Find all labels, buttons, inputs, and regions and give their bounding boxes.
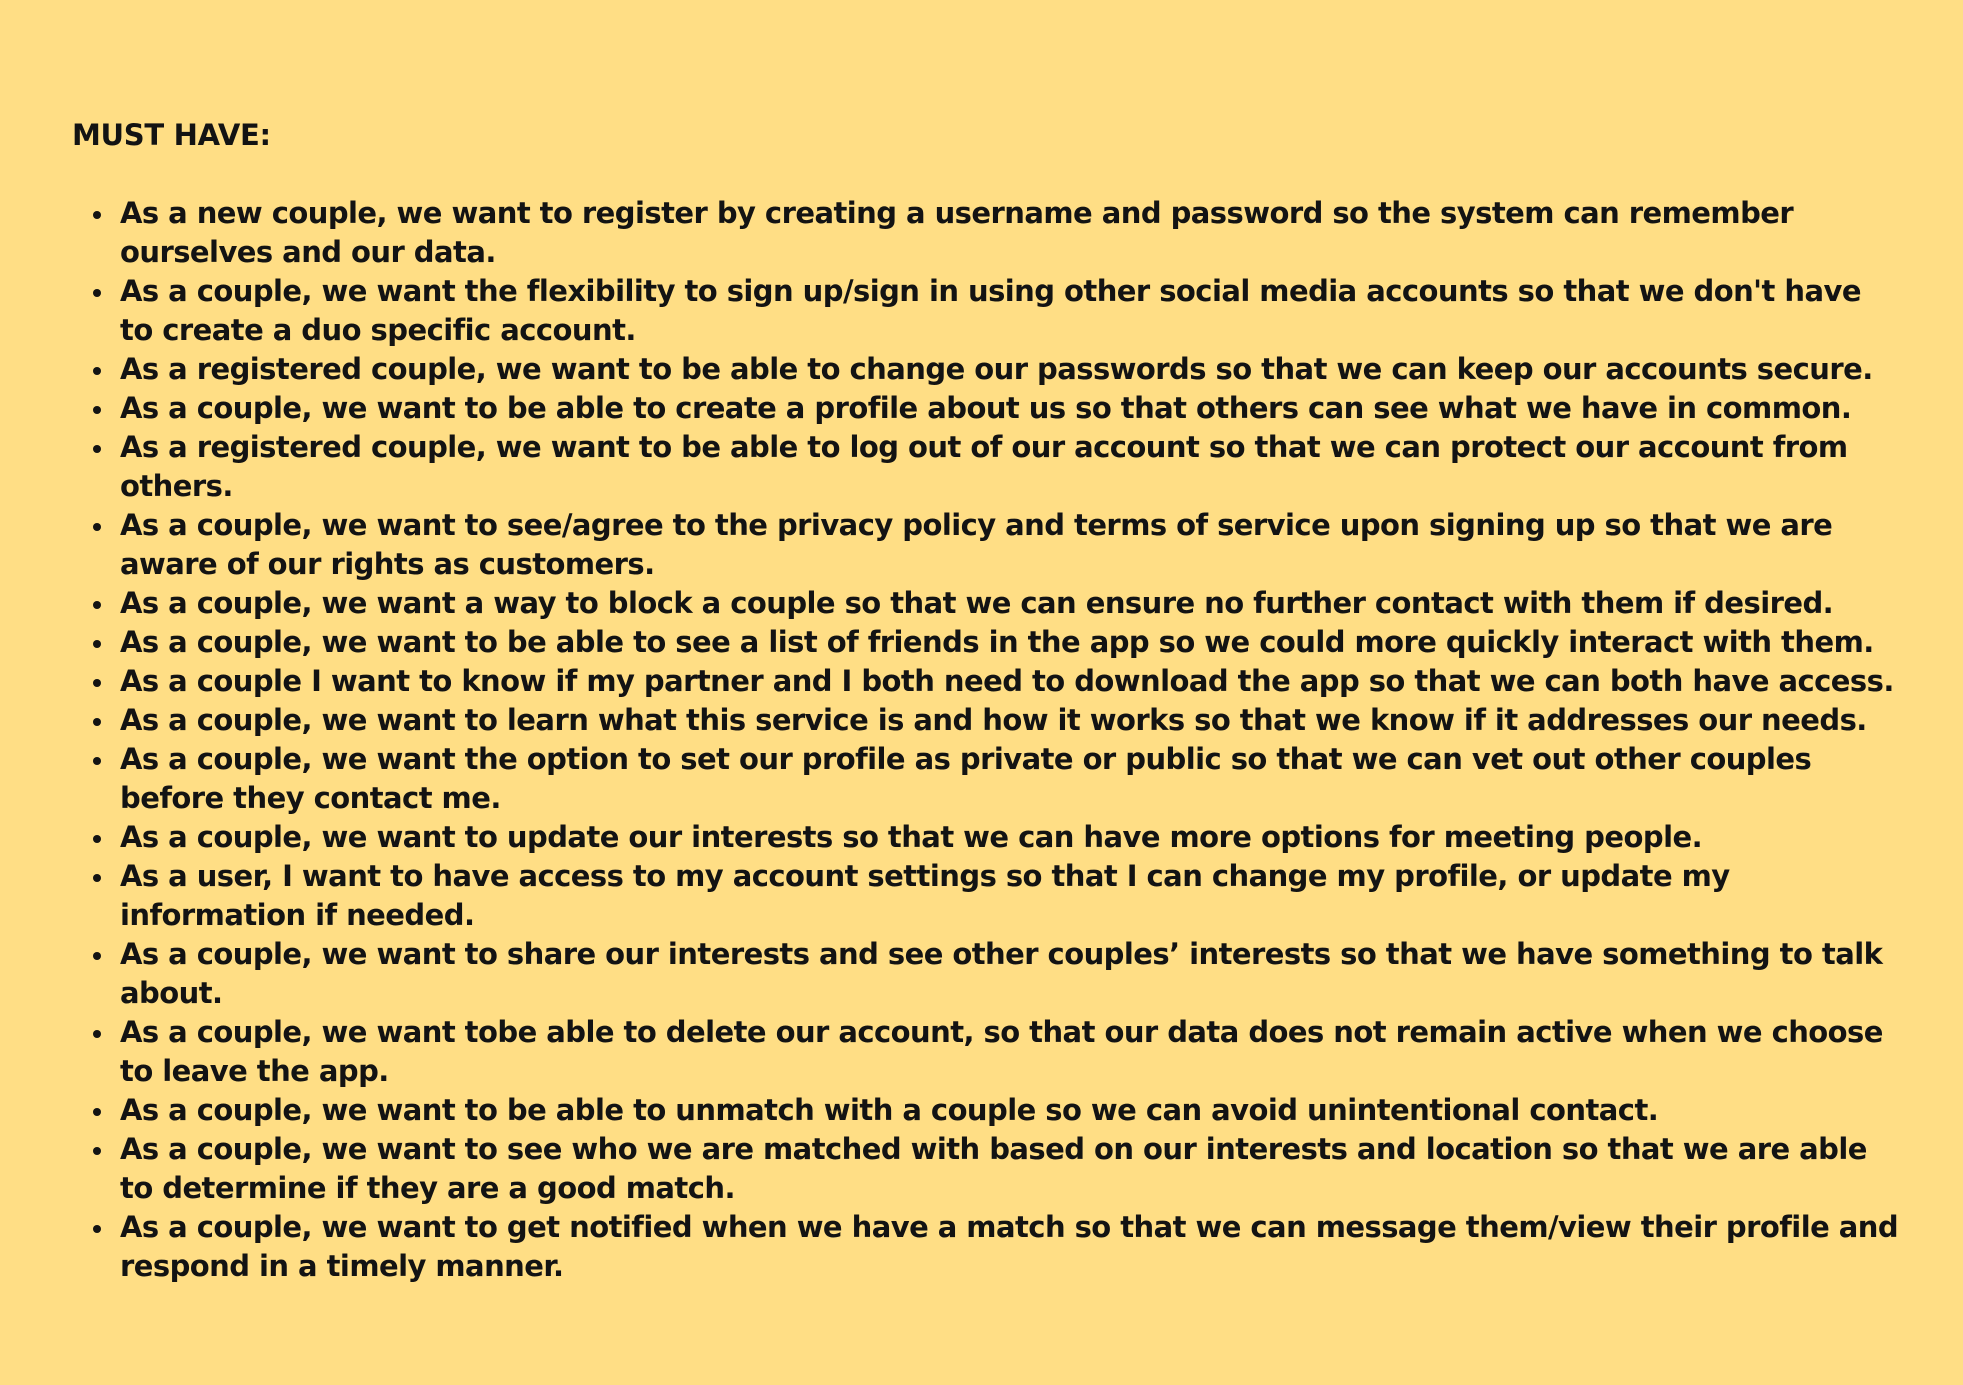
user-story-item xyxy=(120,857,1903,935)
user-story-text: As a couple I want to know if my partner and I both need to download the app so that we can both have access. xyxy=(120,664,1894,698)
bullet-icon xyxy=(93,718,101,726)
bullet-icon xyxy=(93,835,101,843)
bullet-icon xyxy=(93,1225,101,1233)
user-story-item xyxy=(120,701,1903,740)
user-story-text: As a user, I want to have access to my account settings so that I can change my profile, or update my information if needed. xyxy=(120,859,1730,932)
user-story-text: As a couple, we want to be able to create a profile about us so that others can see what we have in common. xyxy=(120,391,1852,425)
user-story-text: As a couple, we want to be able to unmatch with a couple so we can avoid unintentional contact. xyxy=(120,1093,1659,1127)
user-story-item xyxy=(120,272,1903,350)
user-story-text: As a couple, we want the option to set our profile as private or public so that we can vet out other couples before they contact me. xyxy=(120,742,1812,815)
user-story-list xyxy=(72,194,1903,1286)
bullet-icon xyxy=(93,952,101,960)
user-story-item xyxy=(120,350,1903,389)
bullet-icon xyxy=(93,1147,101,1155)
bullet-icon xyxy=(93,601,101,609)
user-story-item xyxy=(120,584,1903,623)
user-story-item xyxy=(120,662,1903,701)
user-story-text: As a couple, we want to see who we are matched with based on our interests and location so that we are able to determine if they are a good match. xyxy=(120,1132,1867,1205)
user-story-text: As a couple, we want the flexibility to sign up/sign in using other social media accounts so that we don't have to create a duo specific account. xyxy=(120,274,1861,347)
user-story-item xyxy=(120,428,1903,506)
bullet-icon xyxy=(93,640,101,648)
user-story-text: As a registered couple, we want to be able to log out of our account so that we can protect our account from others. xyxy=(120,430,1848,503)
user-story-item xyxy=(120,740,1903,818)
user-story-item xyxy=(120,1130,1903,1208)
user-story-item xyxy=(120,623,1903,662)
user-story-item xyxy=(120,194,1903,272)
user-story-text: As a couple, we want to get notified when we have a match so that we can message them/view their profile and respond in a timely manner. xyxy=(120,1210,1899,1283)
bullet-icon xyxy=(93,367,101,375)
user-story-item xyxy=(120,1013,1903,1091)
user-story-item xyxy=(120,1091,1903,1130)
user-story-text: As a couple, we want tobe able to delete our account, so that our data does not remain active when we choose to leave the app. xyxy=(120,1015,1883,1088)
user-story-item xyxy=(120,818,1903,857)
bullet-icon xyxy=(93,523,101,531)
user-story-item xyxy=(120,389,1903,428)
bullet-icon xyxy=(93,406,101,414)
bullet-icon xyxy=(93,1030,101,1038)
user-story-text: As a couple, we want to learn what this service is and how it works so that we know if it addresses our needs. xyxy=(120,703,1867,737)
user-story-item xyxy=(120,935,1903,1013)
user-story-text: As a new couple, we want to register by creating a username and password so the system can remember ourselves and our data. xyxy=(120,196,1794,269)
bullet-icon xyxy=(93,757,101,765)
bullet-icon xyxy=(93,1108,101,1116)
user-story-text: As a registered couple, we want to be able to change our passwords so that we can keep our accounts secure. xyxy=(120,352,1873,386)
user-story-text: As a couple, we want to update our interests so that we can have more options for meeting people. xyxy=(120,820,1703,854)
bullet-icon xyxy=(93,874,101,882)
user-story-text: As a couple, we want to share our interests and see other couples’ interests so that we have something to talk about. xyxy=(120,937,1883,1010)
user-story-text: As a couple, we want a way to block a couple so that we can ensure no further contact with them if desired. xyxy=(120,586,1834,620)
bullet-icon xyxy=(93,211,101,219)
bullet-icon xyxy=(93,679,101,687)
bullet-icon xyxy=(93,445,101,453)
user-story-text: As a couple, we want to be able to see a list of friends in the app so we could more quickly interact with them. xyxy=(120,625,1874,659)
bullet-icon xyxy=(93,289,101,297)
section-heading: MUST HAVE: xyxy=(72,118,271,152)
user-story-item xyxy=(120,1208,1903,1286)
user-story-item xyxy=(120,506,1903,584)
user-story-text: As a couple, we want to see/agree to the privacy policy and terms of service upon signing up so that we are aware of our rights as customers. xyxy=(120,508,1833,581)
